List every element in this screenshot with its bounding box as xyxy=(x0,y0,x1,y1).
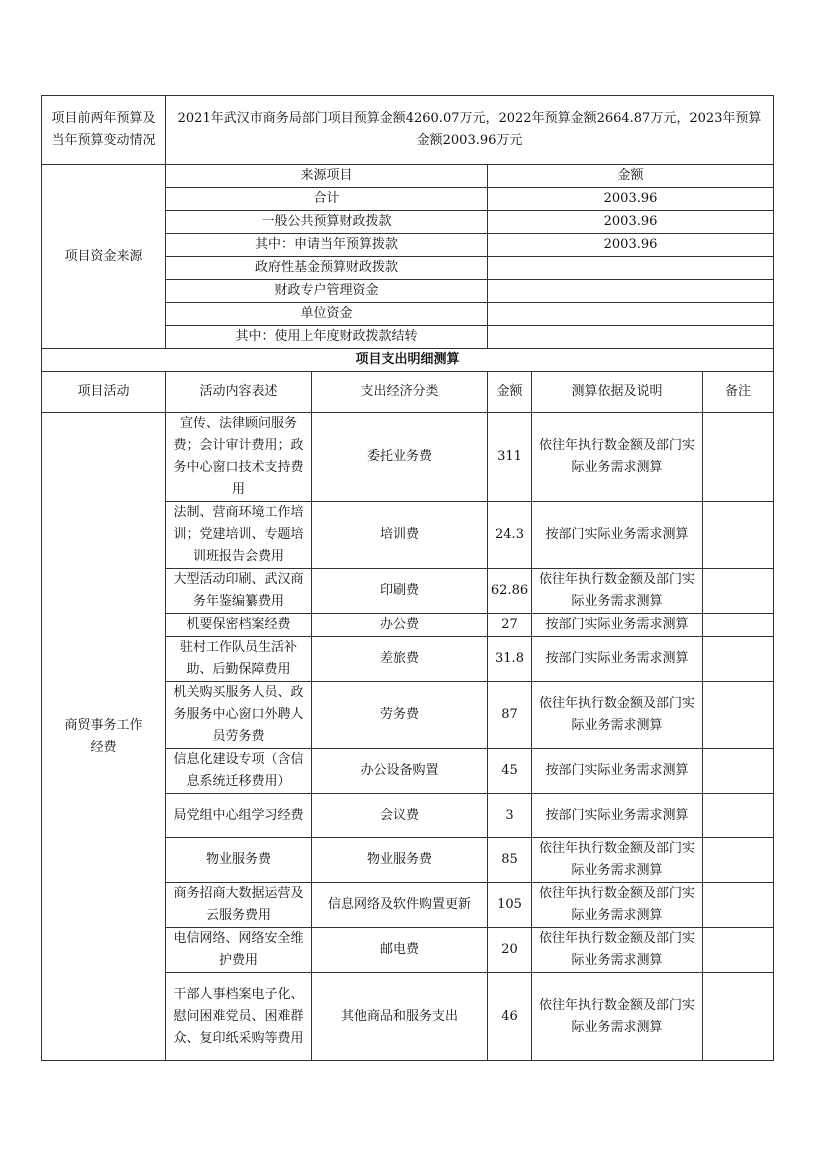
funding-amount: 2003.96 xyxy=(488,234,774,257)
budget-change-row xyxy=(42,96,774,165)
expense-note xyxy=(703,502,774,569)
expense-category: 委托业务费 xyxy=(312,413,488,502)
expense-category: 差旅费 xyxy=(312,637,488,682)
header-category: 支出经济分类 xyxy=(312,372,488,413)
expense-content: 物业服务费 xyxy=(166,838,312,883)
expense-basis: 按部门实际业务需求测算 xyxy=(532,794,703,838)
expense-category: 其他商品和服务支出 xyxy=(312,973,488,1061)
expense-content: 大型活动印刷、武汉商务年鉴编纂费用 xyxy=(166,569,312,614)
expense-note xyxy=(703,973,774,1061)
expense-section-title: 项目支出明细测算 xyxy=(42,349,774,372)
budget-document xyxy=(41,95,773,1061)
funding-amount-header: 金额 xyxy=(488,165,774,188)
expense-content: 机要保密档案经费 xyxy=(166,614,312,637)
expense-basis: 按部门实际业务需求测算 xyxy=(532,614,703,637)
expense-basis: 按部门实际业务需求测算 xyxy=(532,637,703,682)
expense-activity xyxy=(42,413,166,1061)
expense-content: 电信网络、网络安全维护费用 xyxy=(166,928,312,973)
expense-basis: 依往年执行数金额及部门实际业务需求测算 xyxy=(532,928,703,973)
expense-category: 信息网络及软件购置更新 xyxy=(312,883,488,928)
expense-amount: 85 xyxy=(488,838,532,883)
budget-change-label: 项目前两年预算及当年预算变动情况 xyxy=(42,96,166,165)
funding-source: 其中：申请当年预算拨款 xyxy=(166,234,488,257)
expense-amount: 105 xyxy=(488,883,532,928)
expense-amount: 20 xyxy=(488,928,532,973)
header-note: 备注 xyxy=(703,372,774,413)
expense-row xyxy=(42,413,774,502)
expense-content: 驻村工作队员生活补助、后勤保障费用 xyxy=(166,637,312,682)
expense-amount: 311 xyxy=(488,413,532,502)
funding-source: 政府性基金预算财政拨款 xyxy=(166,257,488,280)
header-amount: 金额 xyxy=(488,372,532,413)
expense-note xyxy=(703,838,774,883)
budget-change-text: 2021年武汉市商务局部门项目预算金额4260.07万元，2022年预算金额2664.87万元，2023年预算金额2003.96万元 xyxy=(166,96,774,165)
expense-amount: 24.3 xyxy=(488,502,532,569)
expense-basis: 依往年执行数金额及部门实际业务需求测算 xyxy=(532,413,703,502)
expense-category: 邮电费 xyxy=(312,928,488,973)
expense-note xyxy=(703,883,774,928)
funding-label: 项目资金来源 xyxy=(42,165,166,349)
expense-note xyxy=(703,794,774,838)
expense-amount: 87 xyxy=(488,682,532,749)
expense-amount: 62.86 xyxy=(488,569,532,614)
expense-header-row xyxy=(42,372,774,413)
funding-header-row xyxy=(42,165,774,188)
expense-amount: 3 xyxy=(488,794,532,838)
expense-category: 培训费 xyxy=(312,502,488,569)
expense-activity-text: 商贸事务工作经费 xyxy=(64,717,143,755)
funding-source: 其中：使用上年度财政拨款结转 xyxy=(166,326,488,349)
expense-category: 印刷费 xyxy=(312,569,488,614)
header-activity: 项目活动 xyxy=(42,372,166,413)
expense-content: 机关购买服务人员、政务服务中心窗口外聘人员劳务费 xyxy=(166,682,312,749)
expense-amount: 27 xyxy=(488,614,532,637)
expense-note xyxy=(703,614,774,637)
expense-note xyxy=(703,569,774,614)
expense-note xyxy=(703,413,774,502)
expense-content: 信息化建设专项（含信息系统迁移费用） xyxy=(166,749,312,794)
expense-note xyxy=(703,637,774,682)
expense-basis: 依往年执行数金额及部门实际业务需求测算 xyxy=(532,682,703,749)
funding-amount xyxy=(488,326,774,349)
expense-basis: 依往年执行数金额及部门实际业务需求测算 xyxy=(532,569,703,614)
expense-content: 法制、营商环境工作培训；党建培训、专题培训班报告会费用 xyxy=(166,502,312,569)
funding-source: 单位资金 xyxy=(166,303,488,326)
expense-basis: 按部门实际业务需求测算 xyxy=(532,749,703,794)
expense-amount: 46 xyxy=(488,973,532,1061)
expense-content: 商务招商大数据运营及云服务费用 xyxy=(166,883,312,928)
expense-basis: 依往年执行数金额及部门实际业务需求测算 xyxy=(532,883,703,928)
funding-amount xyxy=(488,257,774,280)
funding-amount xyxy=(488,280,774,303)
expense-category: 办公费 xyxy=(312,614,488,637)
expense-category: 会议费 xyxy=(312,794,488,838)
header-content: 活动内容表述 xyxy=(166,372,312,413)
expense-basis: 依往年执行数金额及部门实际业务需求测算 xyxy=(532,973,703,1061)
expense-category: 物业服务费 xyxy=(312,838,488,883)
funding-source-header: 来源项目 xyxy=(166,165,488,188)
expense-note xyxy=(703,682,774,749)
funding-amount: 2003.96 xyxy=(488,188,774,211)
funding-amount xyxy=(488,303,774,326)
funding-source: 一般公共预算财政拨款 xyxy=(166,211,488,234)
expense-category: 劳务费 xyxy=(312,682,488,749)
header-basis: 测算依据及说明 xyxy=(532,372,703,413)
expense-title-row xyxy=(42,349,774,372)
expense-content: 局党组中心组学习经费 xyxy=(166,794,312,838)
expense-basis: 按部门实际业务需求测算 xyxy=(532,502,703,569)
expense-content: 宣传、法律顾问服务费；会计审计费用；政务中心窗口技术支持费用 xyxy=(166,413,312,502)
expense-note xyxy=(703,749,774,794)
funding-source: 合计 xyxy=(166,188,488,211)
expense-basis: 依往年执行数金额及部门实际业务需求测算 xyxy=(532,838,703,883)
expense-amount: 31.8 xyxy=(488,637,532,682)
expense-amount: 45 xyxy=(488,749,532,794)
funding-amount: 2003.96 xyxy=(488,211,774,234)
budget-table xyxy=(41,95,774,1061)
funding-source: 财政专户管理资金 xyxy=(166,280,488,303)
expense-category: 办公设备购置 xyxy=(312,749,488,794)
expense-content: 干部人事档案电子化、慰问困难党员、困难群众、复印纸采购等费用 xyxy=(166,973,312,1061)
expense-note xyxy=(703,928,774,973)
